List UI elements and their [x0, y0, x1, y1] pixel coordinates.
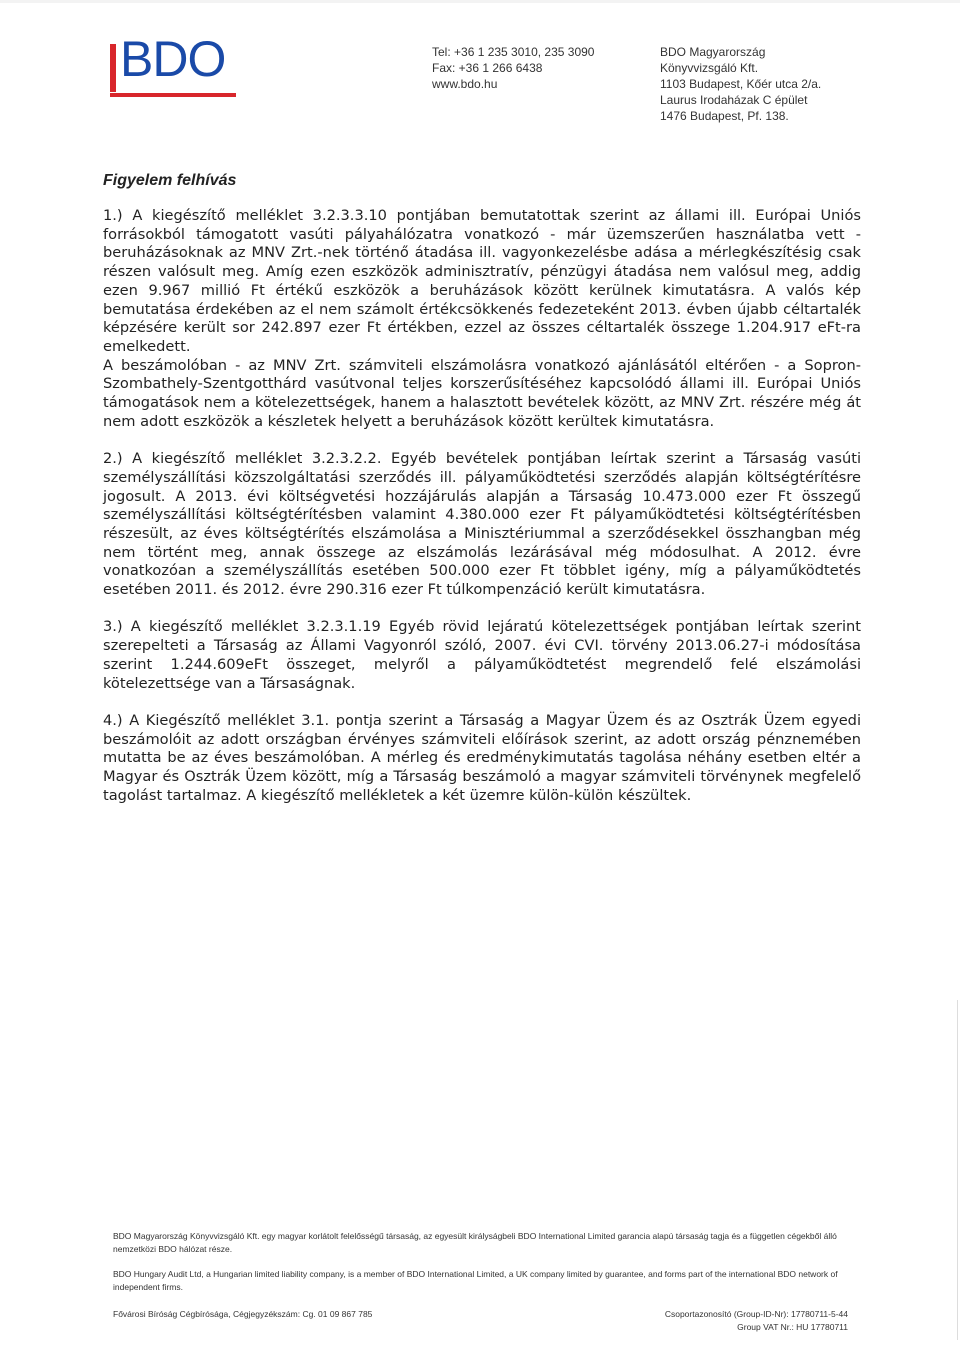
header-website: www.bdo.hu [432, 77, 498, 91]
paragraph-4: 4.) A Kiegészítő melléklet 3.1. pontja szerint a Társaság a Magyar Üzem és az Osztrák Üzem egyedi beszámolóit az adott országban érvényes számviteli előírások szerint, az adott ország pénznemében mutatta be az éves beszámolóban. A mérleg és eredménykimutatás tagolása néhány esetben eltér a Magyar és Osztrák Üzem között, míg a Társaság beszámoló a magyar számviteli törvénynek megfelelő tagolást tartalmaz. A kiegészítő mellékletek a két üzemre külön-külön készültek. [103, 711, 861, 804]
header-postbox: 1476 Budapest, Pf. 138. [660, 109, 789, 123]
footer-registry: Fővárosi Bíróság Cégbírósága, Cégjegyzékszám: Cg. 01 09 867 785 [113, 1309, 373, 1319]
header-building: Laurus Irodaházak C épület [660, 93, 808, 107]
footer-en-note: BDO Hungary Audit Ltd, a Hungarian limited liability company, is a member of BDO International Limited, a UK company limited by guarantee, and forms part of the international BDO network of independent firms. [113, 1269, 838, 1292]
logo-text: BDO [120, 31, 226, 87]
paragraph-2: 2.) A kiegészítő melléklet 3.2.3.2.2. Egyéb bevételek pontjában leírtak szerint a Társaság vasúti személyszállítási közszolgáltatási szerződés ill. pályaműködtetési szerződés alapján költségtérítésre jogosult. A 2013. évi költségvetési hozzájárulás alapján a Társaság 10.473.000 ezer Ft összegű személyszállítási költségtérítésben valamint 4.380.000 ezer Ft pályaműködtetési költségtérítésben részesült, az éves költségtérítés elszámolása a Minisztériummal a szerződésekkel összhangban még nem történt meg, annak összege az elszámolás lezárásával még módosulhat. A 2012. évre vonatkozóan a személyszállítás esetében 500.000 ezer Ft többlet igény, míg a pályaműködtetés esetében 2011. és 2012. évre 290.316 ezer Ft túlkompenzáció került kimutatásra. [103, 450, 861, 599]
header-street: 1103 Budapest, Kőér utca 2/a. [660, 77, 822, 91]
logo-red-bar [110, 44, 116, 92]
paragraph-1: 1.) A kiegészítő melléklet 3.2.3.3.10 pontjában bemutatottak szerint az állami ill. Európai Uniós forrásokból támogatott vasúti pályahálózatra vonatkozó - már üzemszerűen használatba vett - beruházásoknak az MNV Zrt.-nek történő átadása ill. vagyonkezelésbe adása a mérlegkészítésig csak részen valósult meg. Amíg ezen eszközök adminisztratív, pénzügyi átadása nem valósul meg, addig ezen 9.967 millió Ft értékű eszközök a beruházások között kerülnek kimutatásra. A valós kép bemutatása érdekében az el nem számolt értékcsökkenés fedezeteként 2013. évben újabb céltartalék képzésére került sor 242.897 ezer Ft értékben, ezzel az összes céltartalék összege 1.204.917 eFt-ra emelkedett. [103, 207, 861, 355]
header-phone: Tel: +36 1 235 3010, 235 3090 [432, 45, 595, 59]
header-fax: Fax: +36 1 266 6438 [432, 61, 543, 75]
footer-hu-note: BDO Magyarország Könyvvizsgáló Kft. egy magyar korlátolt felelősségű társaság, az egyesült királyságbeli BDO International Limited garancia alapú társaság tagja és a független cégekből álló nemzetközi BDO hálózat része. [113, 1231, 837, 1254]
footer-notes [113, 1230, 848, 1294]
header-company-type: Könyvvizsgáló Kft. [660, 61, 759, 75]
footer-group-vat: Group VAT Nr.: HU 17780711 [737, 1322, 848, 1332]
page-top-edge [0, 0, 960, 3]
paragraph-3: 3.) A kiegészítő melléklet 3.2.3.1.19 Egyéb rövid lejáratú kötelezettségek pontjában leírtak szerint szerepelteti a Társaság az Állami Vagyonról szóló, 2007. évi CVI. törvény 2013.06.27-i módosítása szerint 1.244.609eFt összeget, melyről a pályaműködtetést megrendelő felé elszámolási kötelezettsége van a Társaságnak. [103, 618, 861, 692]
footer-group-id: Csoportazonosító (Group-ID-Nr): 17780711-5-44 [664, 1309, 848, 1319]
paragraph-1b: A beszámolóban - az MNV Zrt. számviteli elszámolásra vonatkozó ajánlásától eltérően - a Sopron-Szombathely-Szentgotthárd vasútvonal teljes korszerűsítéséhez kapcsolódó állami ill. Európai Uniós támogatások nem a kötelezettségek, hanem a halasztott bevételek között, az MNV Zrt. részére még át nem adott eszközök a készletek helyett a beruházások között kerültek kimutatásra. [103, 356, 861, 430]
header-company-name: BDO Magyarország [660, 45, 766, 59]
logo-red-underline [110, 93, 236, 97]
notice-title: Figyelem felhívás [103, 172, 237, 189]
footer-group-ids [665, 1308, 848, 1334]
header-address [660, 44, 821, 124]
notice-body [103, 207, 861, 805]
header-contact [432, 44, 594, 92]
bdo-logo [110, 31, 240, 100]
page-right-edge [957, 1000, 958, 1340]
